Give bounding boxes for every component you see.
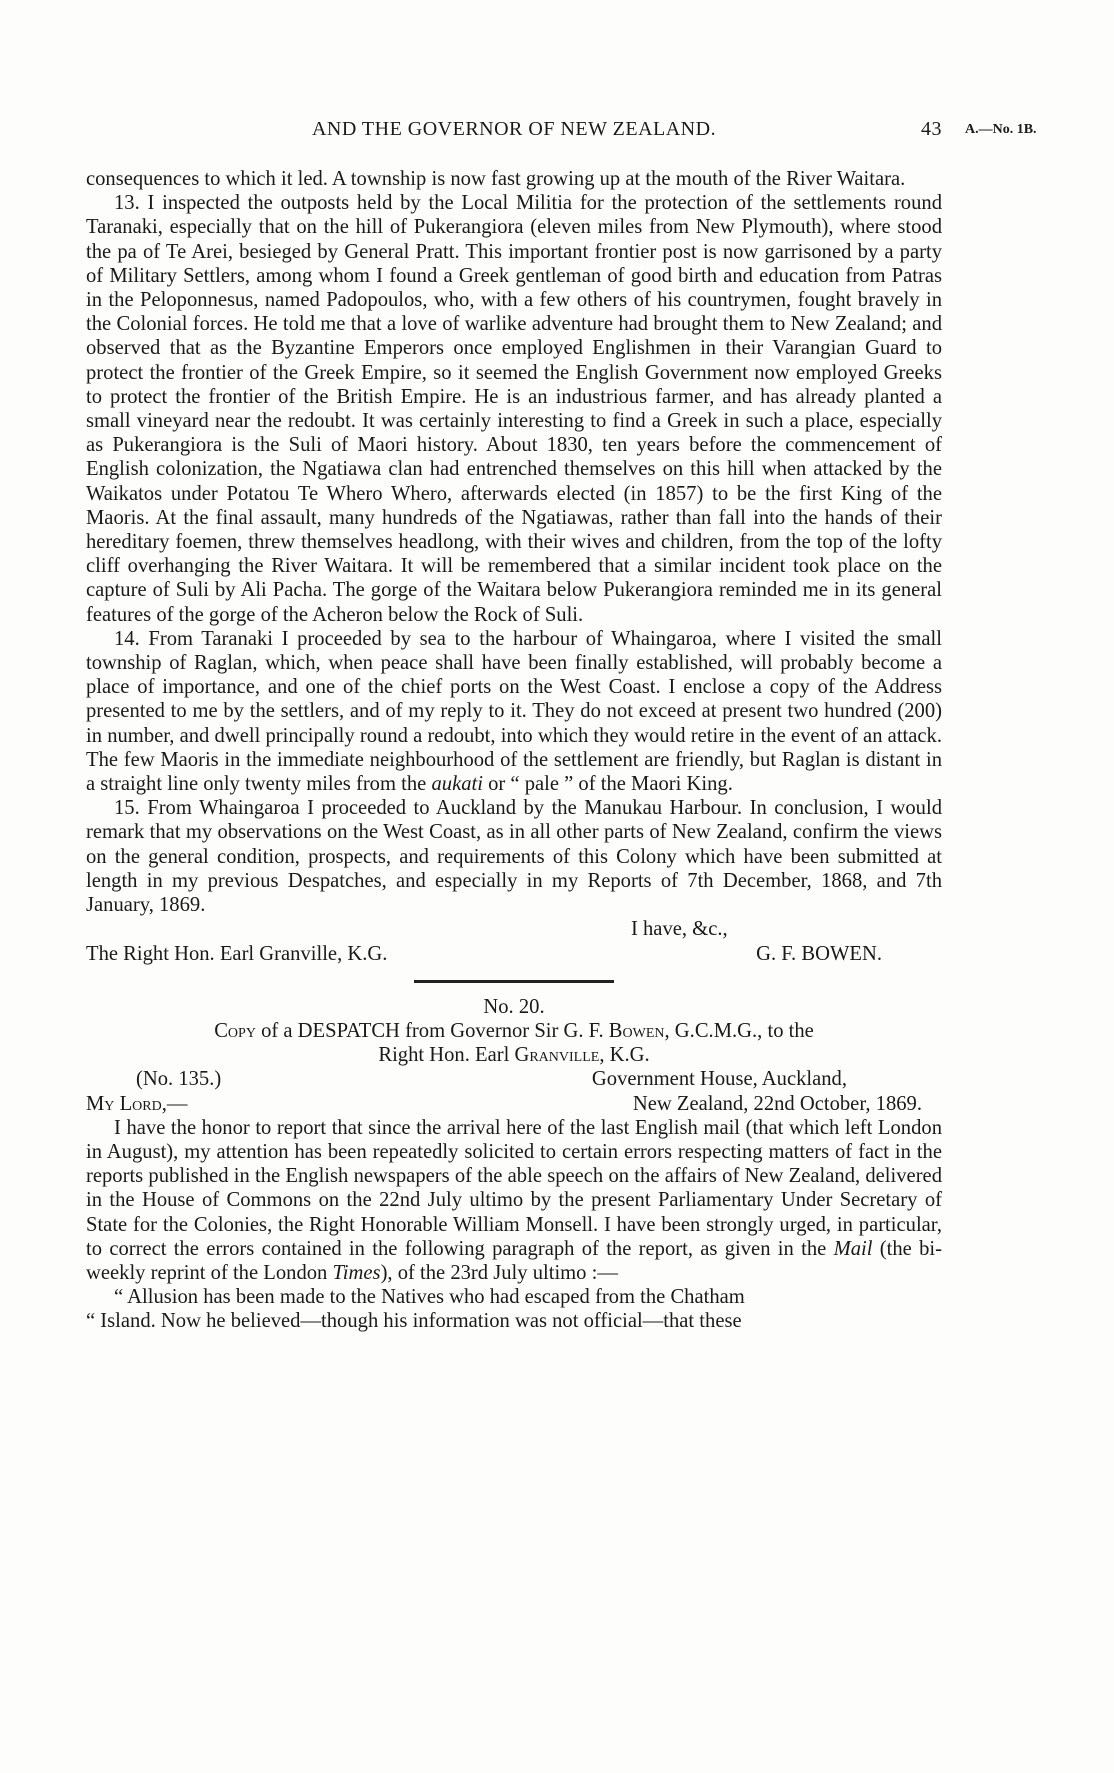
document-reference: A.—No. 1B.	[965, 122, 1037, 137]
paragraph-continuation: consequences to which it led. A township is now fast growing up at the mouth of the River Waitara.	[86, 168, 906, 190]
despatch-number: No. 20.	[483, 995, 545, 1018]
heading-bowen: Bowen	[608, 1019, 665, 1042]
heading-copy: Copy	[214, 1019, 256, 1042]
despatch-heading	[86, 1019, 942, 1043]
paragraph-13: 13. I inspected the outposts held by the Local Militia for the protection of the settlements round Taranaki, especially that on the hill of Pukerangiora (eleven miles from New Plymouth), where stood the pa of Te Arei, besieged by General Pratt. This important frontier post is now garrisoned by a party of Military Settlers, among whom I found a Greek gentleman of good birth and education from Patras in the Peloponnesus, named Padopoulos, who, with a few others of his countrymen, fought bravely in the Colonial forces. He told me that a love of warlike adventure had brought them to New Zealand; and observed that as the Byzantine Emperors once employed Englishmen in their Varangian Guard to protect the frontier of the Greek Empire, so it seemed the English Government now employed Greeks to protect the frontier of the British Empire. He is an industrious farmer, and has already planted a small vineyard near the redoubt. It was certainly interesting to find a Greek in such a place, especially as Pukerangiora is the Suli of Maori history. About 1830, ten years before the commencement of English colonization, the Ngatiawa clan had entrenched themselves on this hill when attacked by the Waikatos under Potatou Te Whero Whero, afterwards elected (in 1857) to be the first King of the Maoris. At the final assault, many hundreds of the Ngatiawas, rather than fall into the hands of their hereditary foemen, threw themselves headlong, with their wives and children, from the top of the lofty cliff overhanging the River Waitara. It will be remembered that a similar incident took place on the capture of Suli by Ali Pacha. The gorge of the Waitara below Pukerangiora reminded me in its general features of the gorge of the Acheron below the Rock of Suli.	[86, 192, 942, 626]
salutation: My Lord,—	[86, 1092, 188, 1115]
heading-part: , G.C.M.G., to the	[664, 1019, 814, 1042]
running-title: AND THE GOVERNOR OF NEW ZEALAND.	[311, 118, 717, 140]
times-title: Times	[332, 1261, 381, 1284]
signature-line	[86, 942, 942, 966]
paragraph-14-end: or “ pale ” of the Maori King.	[482, 773, 733, 796]
dateline-1	[86, 1067, 942, 1091]
despatch-heading-line2	[86, 1043, 942, 1067]
dateline-2	[86, 1092, 942, 1116]
quote-line-2: “ Island. Now he believed—though his information was not official—that these	[86, 1310, 742, 1333]
despatch-ref-number: (No. 135.)	[136, 1068, 222, 1091]
signer: G. F. BOWEN.	[756, 942, 882, 965]
paragraph-15: 15. From Whaingaroa I proceeded to Auckland by the Manukau Harbour. In conclusion, I would remark that my observations on the West Coast, as in all other parts of New Zealand, confirm the views on the general condition, prospects, and requirements of this Colony which have been submitted at length in my previous Despatches, and especially in my Reports of 7th December, 1868, and 7th January, 1869.	[86, 797, 942, 917]
heading-part: of a DESPATCH from Governor Sir G. F.	[255, 1019, 609, 1042]
quote-line-1: “ Allusion has been made to the Natives who had escaped from the Chatham	[114, 1286, 745, 1309]
section-divider	[414, 980, 614, 983]
despatch-body-text: ), of the 23rd July ultimo :—	[380, 1261, 618, 1284]
heading-part: Right Hon. Earl	[378, 1044, 515, 1067]
despatch-body-text: I have the honor to report that since the arrival here of the last English mail (that which left London in August), my attention has been repeatedly solicited to certain errors respecting matters of fact in the reports published in the English newspapers of the able speech on the affairs of New Zealand, delivered in the House of Commons on the 22nd July ultimo by the present Parliamentary Under Secretary of State for the Colonies, the Right Honorable William Monsell. I have been strongly urged, in particular, to correct the errors contained in the following paragraph of the report, as given in the	[86, 1116, 942, 1260]
page-number: 43	[921, 118, 942, 140]
aukati-term: aukati	[431, 773, 483, 796]
heading-part: , K.G.	[599, 1044, 650, 1067]
paragraph-14	[86, 627, 942, 796]
body-text	[86, 167, 942, 1334]
paragraph-14-text: 14. From Taranaki I proceeded by sea to the harbour of Whaingaroa, where I visited the small township of Raglan, which, when peace shall have been finally established, will probably become a place of importance, and one of the chief ports on the West Coast. I enclose a copy of the Address presented to me by the settlers, and of my reply to it. They do not exceed at present two hundred (200) in number, and dwell principally round a redoubt, into which they would retire in the event of an attack. The few Maoris in the immediate neighbourhood of the settlement are friendly, but Raglan is distant in a straight line only twenty miles from the	[86, 627, 942, 796]
heading-granville: Granville	[514, 1044, 600, 1067]
despatch-place: Government House, Auckland,	[591, 1068, 847, 1091]
despatch-date: New Zealand, 22nd October, 1869.	[632, 1092, 922, 1115]
mail-title: Mail	[833, 1237, 873, 1260]
addressee: The Right Hon. Earl Granville, K.G.	[86, 942, 388, 965]
closing-line: I have, &c.,	[631, 918, 728, 941]
running-header	[86, 118, 942, 148]
despatch-body-text: (the bi-weekly reprint of the London	[86, 1237, 942, 1284]
despatch-body	[86, 1116, 942, 1285]
